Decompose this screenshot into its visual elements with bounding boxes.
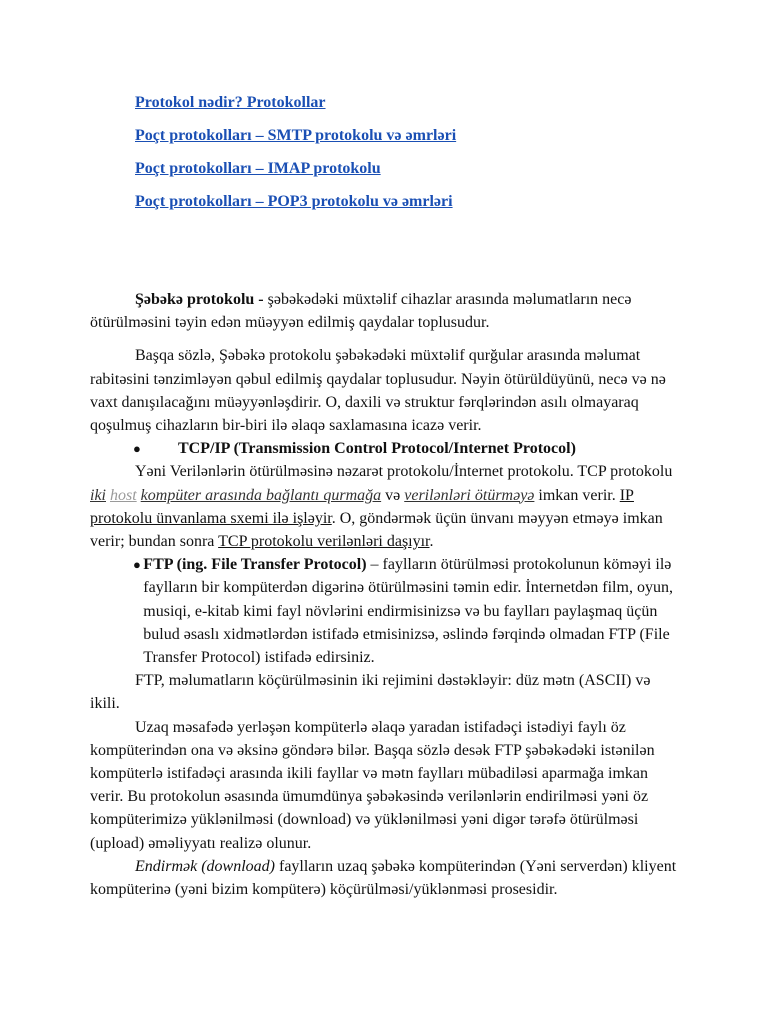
intro-paragraph (90, 288, 680, 334)
intro-term: Şəbəkə protokolu - (135, 291, 264, 308)
link-ip-protokolu[interactable]: IP protokolu ünvanlama sxemi ilə işləyir (90, 486, 634, 527)
link-pop3-protokolu[interactable]: Poçt protokolları – POP3 protokolu və əmrləri (135, 193, 453, 210)
download-term: Endirmək (download) (135, 857, 275, 875)
bullet-icon: ● (133, 441, 141, 457)
bullet-icon: ● (133, 557, 141, 573)
tcp-heading: TCP/IP (Transmission Control Protocol/Internet Protocol) (178, 440, 576, 458)
tcp-bullet (90, 437, 680, 460)
link-smtp-protokolu[interactable]: Poçt protokolları – SMTP protokolu və əmrləri (135, 127, 457, 144)
ftp-heading: FTP (ing. File Transfer Protocol) (143, 556, 367, 574)
definition-paragraph: Başqa sözlə, Şəbəkə protokolu şəbəkədəki müxtəlif qurğular arasında məlumat rabitəsini tənzimləyən qəbul edilmiş qaydalar toplusudur. Nəyin ötürüldüyünü, necə və nə vaxt danışılacağını müəyyənləşdirir. O, daxili və struktur fərqlərindən asılı olmayaraq qoşulmuş cihazların bir-biri ilə əlaqə saxlamasına icazə verir. (90, 347, 666, 435)
tcp-paragraph: Yəni Verilənlərin ötürülməsinə nəzarət protokolu/İnternet protokolu. TCP protokolu iki host kompüter arasında bağlantı qurmağa və verilənləri ötürməyə imkan verir. IP protokolu ünvanlama sxemi ilə işləyir. O, göndərmək üçün ünvanı məyyən etməyə imkan verir; bundan sonra TCP protokolu verilənləri daşıyır. (90, 463, 673, 551)
link-iki[interactable]: iki (90, 486, 106, 504)
ftp-remote-paragraph: Uzaq məsafədə yerləşən kompüterlə əlaqə yaradan istifadəçi istədiyi faylı öz kompüterindən ona və əksinə göndərə bilər. Başqa sözlə desək FTP şəbəkədəki istənilən kompüterlə istifadəçi arasında ikili fayllar və mətn faylları mübadiləsi aparmağa imkan verir. Bu protokolun əsasında ümumdünya şəbəkəsində verilənlərin endirilməsi yəni öz kompüterimizə yüklənilməsi (download) və yüklənilməsi yəni digər tərəfə ötürülməsi (upload) əməliyyatı realizə olunur. (90, 718, 655, 852)
link-verilenleri-oturmeye[interactable]: verilənləri ötürməyə (404, 486, 535, 504)
link-protokol-nedir[interactable]: Protokol nədir? Protokollar (135, 94, 326, 111)
link-imap-protokolu[interactable]: Poçt protokolları – IMAP protokolu (135, 160, 381, 177)
related-links (135, 91, 655, 223)
intro-text: şəbəkədəki müxtəlif cihazlar arasında məlumatların necə ötürülməsini təyin edən müəyyən edilmiş qaydalar toplusudur. (90, 291, 632, 332)
ftp-bullet: ● FTP (ing. File Transfer Protocol) – faylların ötürülməsi protokolunun köməyi ilə faylların bir kompüterdən digərinə ötürülməsini təmin edir. İnternetdən film, oyun, musiqi, e-kitab kimi fayl növlərini endirmisinizsə və bu faylları paylaşmaq üçün bulud əsaslı xidmətlərdən istifadə etmisinizsə, əslində fərqində olmadan FTP (File Transfer Protocol) istifadə edirsiniz. (90, 553, 680, 669)
link-kompyuter-baglanti[interactable]: kompüter arasında bağlantı qurmağa (140, 486, 382, 504)
article-body (90, 288, 680, 901)
link-host[interactable]: host (110, 486, 137, 504)
download-paragraph: Endirmək (download) faylların uzaq şəbəkə kompüterindən (Yəni serverdən) kliyent kompüterinə (yəni bizim kompüterə) köçürülməsi/yüklənməsi prosesidir. (90, 857, 677, 899)
link-tcp-protokolu[interactable]: TCP protokolu verilənləri daşıyır (218, 533, 430, 551)
ftp-modes-paragraph: FTP, məlumatların köçürülməsinin iki rejimini dəstəkləyir: düz mətn (ASCII) və ikili. (90, 672, 651, 713)
